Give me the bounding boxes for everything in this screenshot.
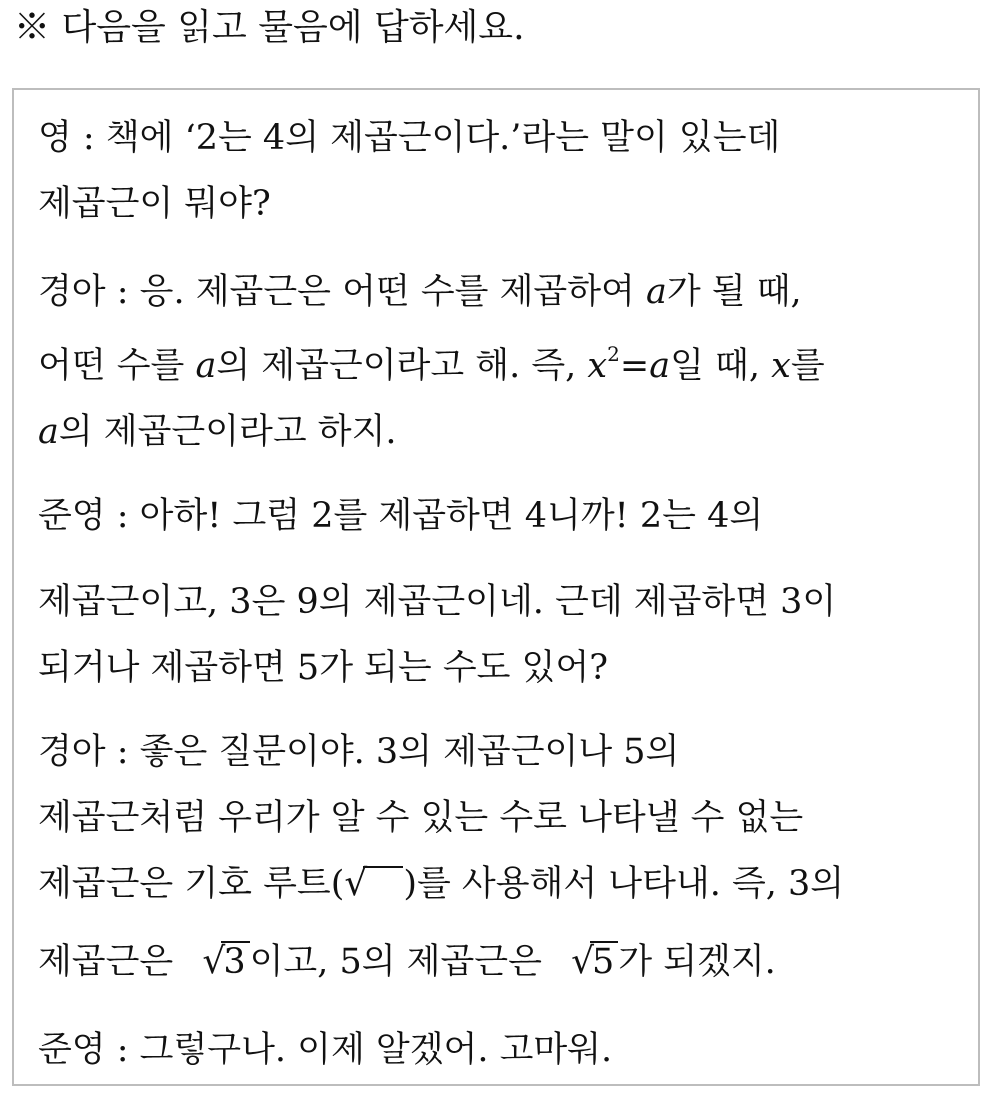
dialogue-line: 경아 : 좋은 질문이야. 3의 제곱근이나 5의 — [38, 732, 680, 772]
radicand-placeholder — [363, 866, 403, 904]
dialogue-line: 제곱근이고, 3은 9의 제곱근이네. 근데 제곱하면 3이 — [38, 582, 837, 622]
text-segment: 를 — [790, 346, 825, 386]
dialogue-line — [38, 410, 397, 454]
math-variable-x: x — [771, 346, 791, 386]
text-segment: 이고, 5의 제곱근은 — [249, 942, 554, 982]
dialogue-line: 되거나 제곱하면 5가 되는 수도 있어? — [38, 648, 609, 688]
text-segment: 가 될 때, — [666, 272, 802, 312]
text-segment: 제곱근은 기호 루트( — [38, 864, 345, 904]
dialogue-line — [38, 862, 844, 906]
math-variable-a: a — [645, 272, 667, 312]
math-variable-a: a — [649, 346, 671, 386]
math-variable-x: x — [587, 346, 608, 386]
math-exponent: 2 — [607, 342, 620, 366]
text-segment: 가 되겠지. — [618, 942, 776, 982]
math-equals: = — [619, 346, 650, 386]
radical-symbol — [344, 862, 403, 906]
radical-sign-icon: √ — [344, 863, 368, 904]
instruction-text: ※ 다음을 읽고 물음에 답하세요. — [14, 7, 525, 48]
dialogue-line — [38, 940, 776, 984]
sqrt-3 — [202, 940, 249, 984]
sqrt-5 — [571, 940, 618, 984]
radicand: 3 — [221, 941, 249, 979]
text-segment: 의 제곱근이라고 하지. — [58, 412, 397, 452]
dialogue-line: 영 : 책에 ‘2는 4의 제곱근이다.’라는 말이 있는데 — [38, 118, 781, 158]
text-segment: 일 때, — [670, 346, 772, 386]
dialogue-line: 준영 : 그렇구나. 이제 알겠어. 고마워. — [38, 1030, 613, 1070]
radicand: 5 — [590, 941, 618, 979]
math-variable-a: a — [38, 412, 59, 452]
text-segment: 어떤 수를 — [38, 346, 196, 386]
dialogue-line — [38, 344, 825, 392]
dialogue-line: 제곱근이 뭐야? — [38, 184, 271, 224]
text-segment: 제곱근은 — [38, 942, 185, 982]
math-variable-a: a — [195, 346, 217, 386]
text-segment: )를 사용해서 나타내. 즉, 3의 — [403, 864, 845, 904]
dialogue-line: 제곱근처럼 우리가 알 수 있는 수로 나타낼 수 없는 — [38, 798, 804, 838]
text-segment: 의 제곱근이라고 해. 즉, — [216, 346, 588, 386]
radical-sign-icon: √ — [571, 941, 595, 982]
dialogue-line: 준영 : 아하! 그럼 2를 제곱하면 4니까! 2는 4의 — [38, 496, 764, 536]
text-segment: 경아 : 응. 제곱근은 어떤 수를 제곱하여 — [38, 272, 646, 312]
dialogue-line — [38, 270, 802, 314]
radical-sign-icon: √ — [202, 941, 226, 982]
